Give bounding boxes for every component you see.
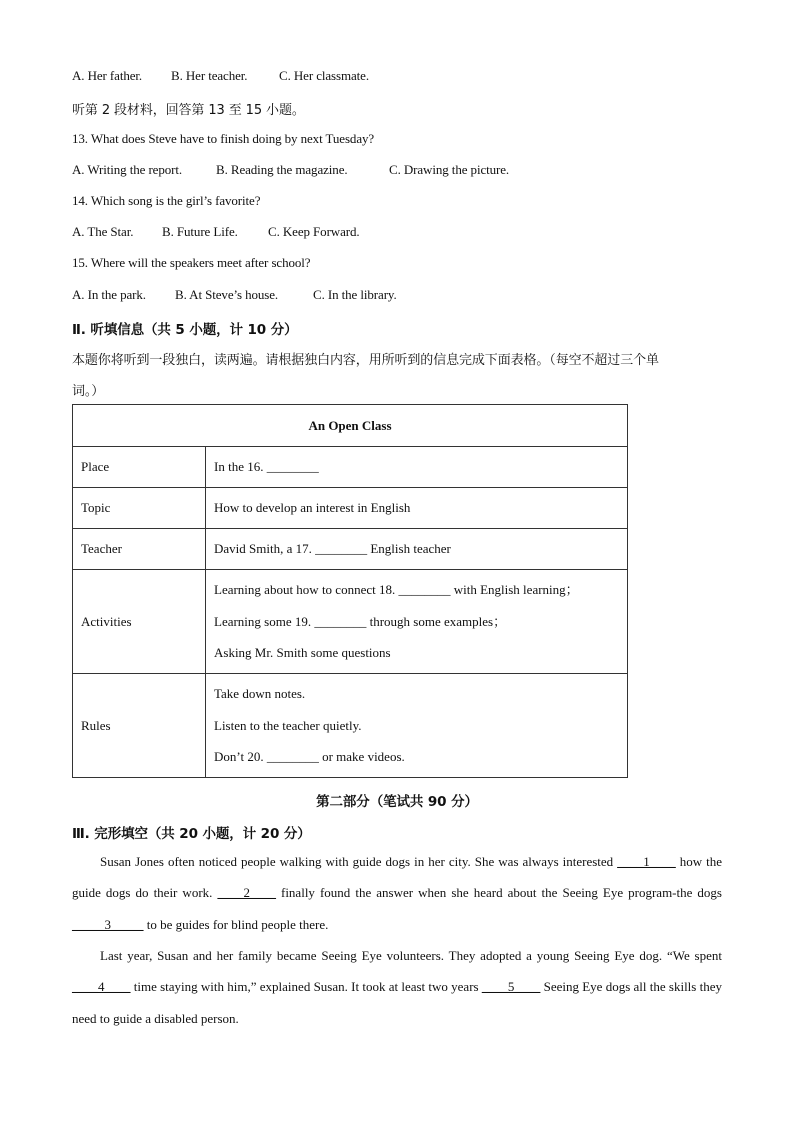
cloze-paragraph-1 [72, 846, 722, 940]
q15-option-c: C. In the library. [313, 287, 397, 302]
row-value: David Smith, a 17. ________ English teacher [206, 529, 628, 570]
row-label: Activities [73, 570, 206, 674]
q14-option-b: B. Future Life. [162, 224, 238, 239]
q14-question: 14. Which song is the girl’s favorite? [72, 193, 261, 208]
part2-heading: 第二部分（笔试共 90 分） [316, 794, 478, 810]
row-value-line: Asking Mr. Smith some questions [214, 645, 391, 661]
q12-option-c: C. Her classmate. [279, 68, 369, 83]
q12-option-b: B. Her teacher. [171, 68, 248, 83]
text: how the guide dogs do their work. [72, 854, 723, 901]
q15-option-b: B. At Steve’s house. [175, 287, 279, 302]
row-value-line: Learning about how to connect 18. ________ with English learning； [214, 582, 579, 598]
text: finally found the answer when she heard about the Seeing Eye program-the dogs [275, 885, 722, 901]
q14-options [72, 224, 360, 240]
cloze-paragraph-2 [72, 940, 722, 1034]
row-value-line: Listen to the teacher quietly. [214, 717, 362, 733]
q14-option-c: C. Keep Forward. [268, 224, 360, 239]
q13-options [72, 162, 509, 178]
text: to be guides for blind people there. [143, 916, 329, 932]
q15-question: 15. Where will the speakers meet after school? [72, 255, 311, 270]
q13-option-c: C. Drawing the picture. [389, 162, 510, 177]
row-label: Place [73, 447, 206, 488]
section2-instruction-line1: 本题你将听到一段独白，读两遍。请根据独白内容，用所听到的信息完成下面表格。（每空不超过三个单 [72, 353, 659, 368]
listen2-instruction: 听第 2 段材料，回答第 13 至 15 小题。 [72, 103, 305, 118]
q15-options [72, 287, 397, 303]
row-label: Rules [73, 674, 206, 778]
table-title: An Open Class [73, 405, 628, 447]
q12-options [72, 68, 369, 84]
row-value: In the 16. ________ [206, 447, 628, 488]
text: Last year, Susan and her family became Seeing Eye volunteers. They adopted a young Seeing Eye dog. “We spent [100, 948, 722, 963]
table-row-activities [73, 570, 628, 674]
row-value-line: Take down notes. [214, 686, 306, 702]
row-value-line: Don’t 20. ________ or make videos. [214, 749, 405, 765]
blank-1: ____1____ [617, 854, 676, 869]
section2-instruction-line2: 词。） [72, 384, 105, 399]
row-value [206, 674, 628, 778]
blank-2: ____2____ [217, 885, 276, 901]
table-row-teacher [73, 529, 628, 570]
row-label: Topic [73, 488, 206, 529]
row-label: Teacher [73, 529, 206, 570]
row-value: How to develop an interest in English [206, 488, 628, 529]
table-row-rules [73, 674, 628, 778]
text: Susan Jones often noticed people walking with guide dogs in her city. She was always interested [100, 854, 618, 869]
q13-option-a: A. Writing the report. [72, 162, 183, 177]
q15-option-a: A. In the park. [72, 287, 146, 302]
row-value [206, 570, 628, 674]
open-class-table [72, 404, 628, 778]
blank-4: ____4____ [72, 979, 131, 995]
text: Seeing Eye dogs all the skills they need to guide a disabled person. [72, 979, 722, 1026]
blank-5: ____5____ [481, 979, 541, 995]
text: time staying with him,” explained Susan. It took at least two years [130, 979, 482, 995]
q12-option-a: A. Her father. [72, 68, 143, 83]
q14-option-a: A. The Star. [72, 224, 134, 239]
q13-option-b: B. Reading the magazine. [216, 162, 348, 177]
blank-3: _____3_____ [72, 916, 144, 932]
section3-heading: Ⅲ. 完形填空（共 20 小题，计 20 分） [72, 826, 311, 842]
table-row-topic [73, 488, 628, 529]
q13-question: 13. What does Steve have to finish doing by next Tuesday? [72, 131, 375, 146]
table-row-place [73, 447, 628, 488]
section2-heading: Ⅱ. 听填信息（共 5 小题，计 10 分） [72, 322, 298, 338]
row-value-line: Learning some 19. ________ through some examples； [214, 613, 507, 629]
